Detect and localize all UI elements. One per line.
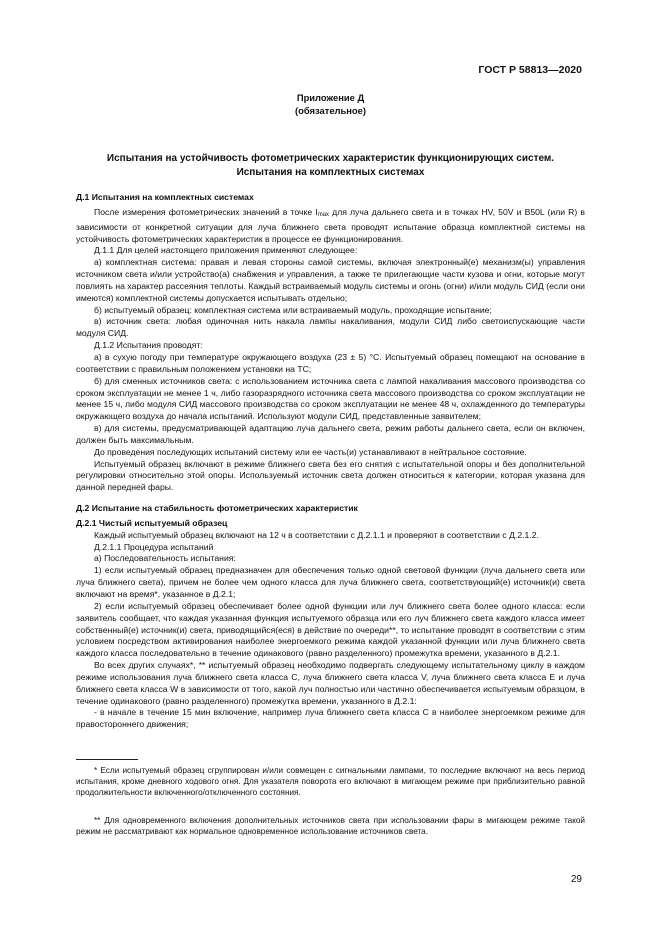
footnote-divider — [76, 759, 138, 760]
section-heading-d2: Д.2 Испытание на стабильность фотометрических характеристик — [76, 503, 358, 514]
paragraph: а) в сухую погоду при температуре окружающего воздуха (23 ± 5) °С. Испытуемый образец помещают на основание в соответствии с правильным положением установки на ТС; — [76, 351, 585, 374]
paragraph: Д.1.2 Испытания проводят: — [94, 340, 203, 351]
paragraph: - в начале в течение 15 мин включение, например луча ближнего света класса С в наиболее энергоемком режиме для правостороннего движения; — [76, 707, 585, 730]
appendix-status: (обязательное) — [295, 105, 366, 116]
footnote-text: * Если испытуемый образец сгруппирован и/или совмещен с сигнальными лампами, то последние включают на весь период испытания, кроме дневного ходового огня. Для указателя поворота его включают в мигающем режиме при приблизительно равной продолжительности включенного/отключенного состояния. — [76, 766, 585, 797]
paragraph: б) испытуемый образец: комплектная система или встраиваемый модуль, проходящие испытание; — [94, 304, 492, 315]
appendix-title: Приложение Д — [296, 92, 365, 103]
body-text — [76, 192, 585, 731]
paragraph: 2) если испытуемый образец обеспечивает более одной функции или луч ближнего света более одного класса: если заявитель сообщает, что каждая указанная функция испытуемого образца или его луч ближнего света каждого класса имеет собственный(е) источник(и) света, приводящийся(еся) в действие по очереди**, то испытание проводят в соответствии с этим условием посредством активирования наиболее энергоемкого режима каждой указанной функции или луча ближнего света каждого класса последовательно в течение одинакового (равно разделенного) промежутка времени, указанного в Д.2.1. — [76, 600, 585, 659]
paragraph-text: для луча дальнего света и в точках HV, 50V и B50L (или R) в зависимости от конкретной ситуации для луча ближнего света проводят испытание образца комплектной системы на устойчивость фотометрических характеристик в процессе ее функционирования. — [76, 206, 585, 244]
paragraph: Д.2.1.1 Процедура испытаний — [94, 541, 214, 552]
footnote-2 — [76, 815, 585, 837]
paragraph-text: После измерения фотометрических значений в точке I — [94, 206, 318, 217]
paragraph — [76, 207, 585, 246]
appendix-heading — [0, 91, 661, 117]
standard-code: ГОСТ Р 58813—2020 — [478, 64, 582, 76]
title-line-2: Испытания на комплектных системах — [236, 167, 425, 178]
section-heading-d1: Д.1 Испытания на комплектных системах — [76, 192, 254, 202]
paragraph: До проведения последующих испытаний систему или ее часть(и) устанавливают в нейтральное состояние. — [94, 446, 527, 457]
paragraph: Во всех других случаях*, ** испытуемый образец необходимо подвергать следующему испытательному циклу в каждом режиме использования луча ближнего света класса С, луча ближнего света класса V, луча ближнего света класса Е и луча ближнего света класса W в зависимости от того, какой луч полностью или частично обеспечивается испытуемым образцом, в течение одинакового (равно разделенного) промежутка времени, указанного в Д.2.1: — [76, 660, 585, 706]
paragraph: Д.1.1 Для целей настоящего приложения применяют следующее: — [94, 245, 358, 256]
paragraph: Каждый испытуемый образец включают на 12 ч в соответствии с Д.2.1.1 и проверяют в соответствии с Д.2.1.2. — [94, 529, 539, 540]
paragraph: б) для сменных источников света: с использованием источника света с лампой накаливания массового производства со сроком эксплуатации не менее 1 ч, либо газоразрядного источника света массового производства со сроком эксплуатации не менее 15 ч, либо модуля СИД массового производства со сроком эксплуатации не менее 48 ч, охлажденного до температуры окружающего воздуха до начала испытаний. Используют модули СИД, представленные заявителем; — [76, 375, 585, 422]
title-line-1: Испытания на устойчивость фотометрических характеристик функционирующих систем. — [106, 153, 555, 164]
paragraph: Испытуемый образец включают в режиме ближнего света без его снятия с испытательной опоры и без дополнительной регулировки относительно этой опоры. Используемый источник света должен относиться к категории, которая указана для данной передней фары. — [76, 458, 585, 493]
subscript: max — [317, 211, 330, 218]
paragraph: в) источник света: любая одиночная нить накала лампы накаливания, модули СИД либо светоиспускающие части модуля СИД. — [76, 316, 585, 339]
paragraph: а) Последовательность испытания: — [94, 553, 236, 564]
document-title — [50, 152, 611, 180]
subsection-heading-d21: Д.2.1 Чистый испытуемый образец — [76, 517, 228, 528]
page-number: 29 — [570, 874, 582, 885]
paragraph: в) для системы, предусматривающей адаптацию луча дальнего света, режим работы дальнего света, если он включен, должен быть максимальным. — [76, 423, 585, 445]
paragraph: а) комплектная система: правая и левая стороны самой системы, включая электронный(е) механизм(ы) управления источником света и/или устройство(а) снабжения и управления, а также те прилегающие части кузова и огни, которые могут повлиять на характер рассеяния теплоты. Каждый встраиваемый модуль системы и огонь (огни) и/или модуль СИД (если они имеются) комплектной системы допускается испытывать отдельно; — [76, 257, 585, 303]
paragraph: 1) если испытуемый образец предназначен для обеспечения только одной световой функции (луча дальнего света или луча ближнего света), причем не более чем одного класса для луча ближнего света, соответствующий(е) источник(и) света включают на время*, указанное в Д.2.1; — [76, 565, 585, 599]
footnote-1 — [76, 765, 585, 798]
footnote-text: ** Для одновременного включения дополнительных источников света при использовании фары в мигающем режиме такой режим не рассматривают как нормальное одновременное использование источников света. — [76, 816, 585, 836]
